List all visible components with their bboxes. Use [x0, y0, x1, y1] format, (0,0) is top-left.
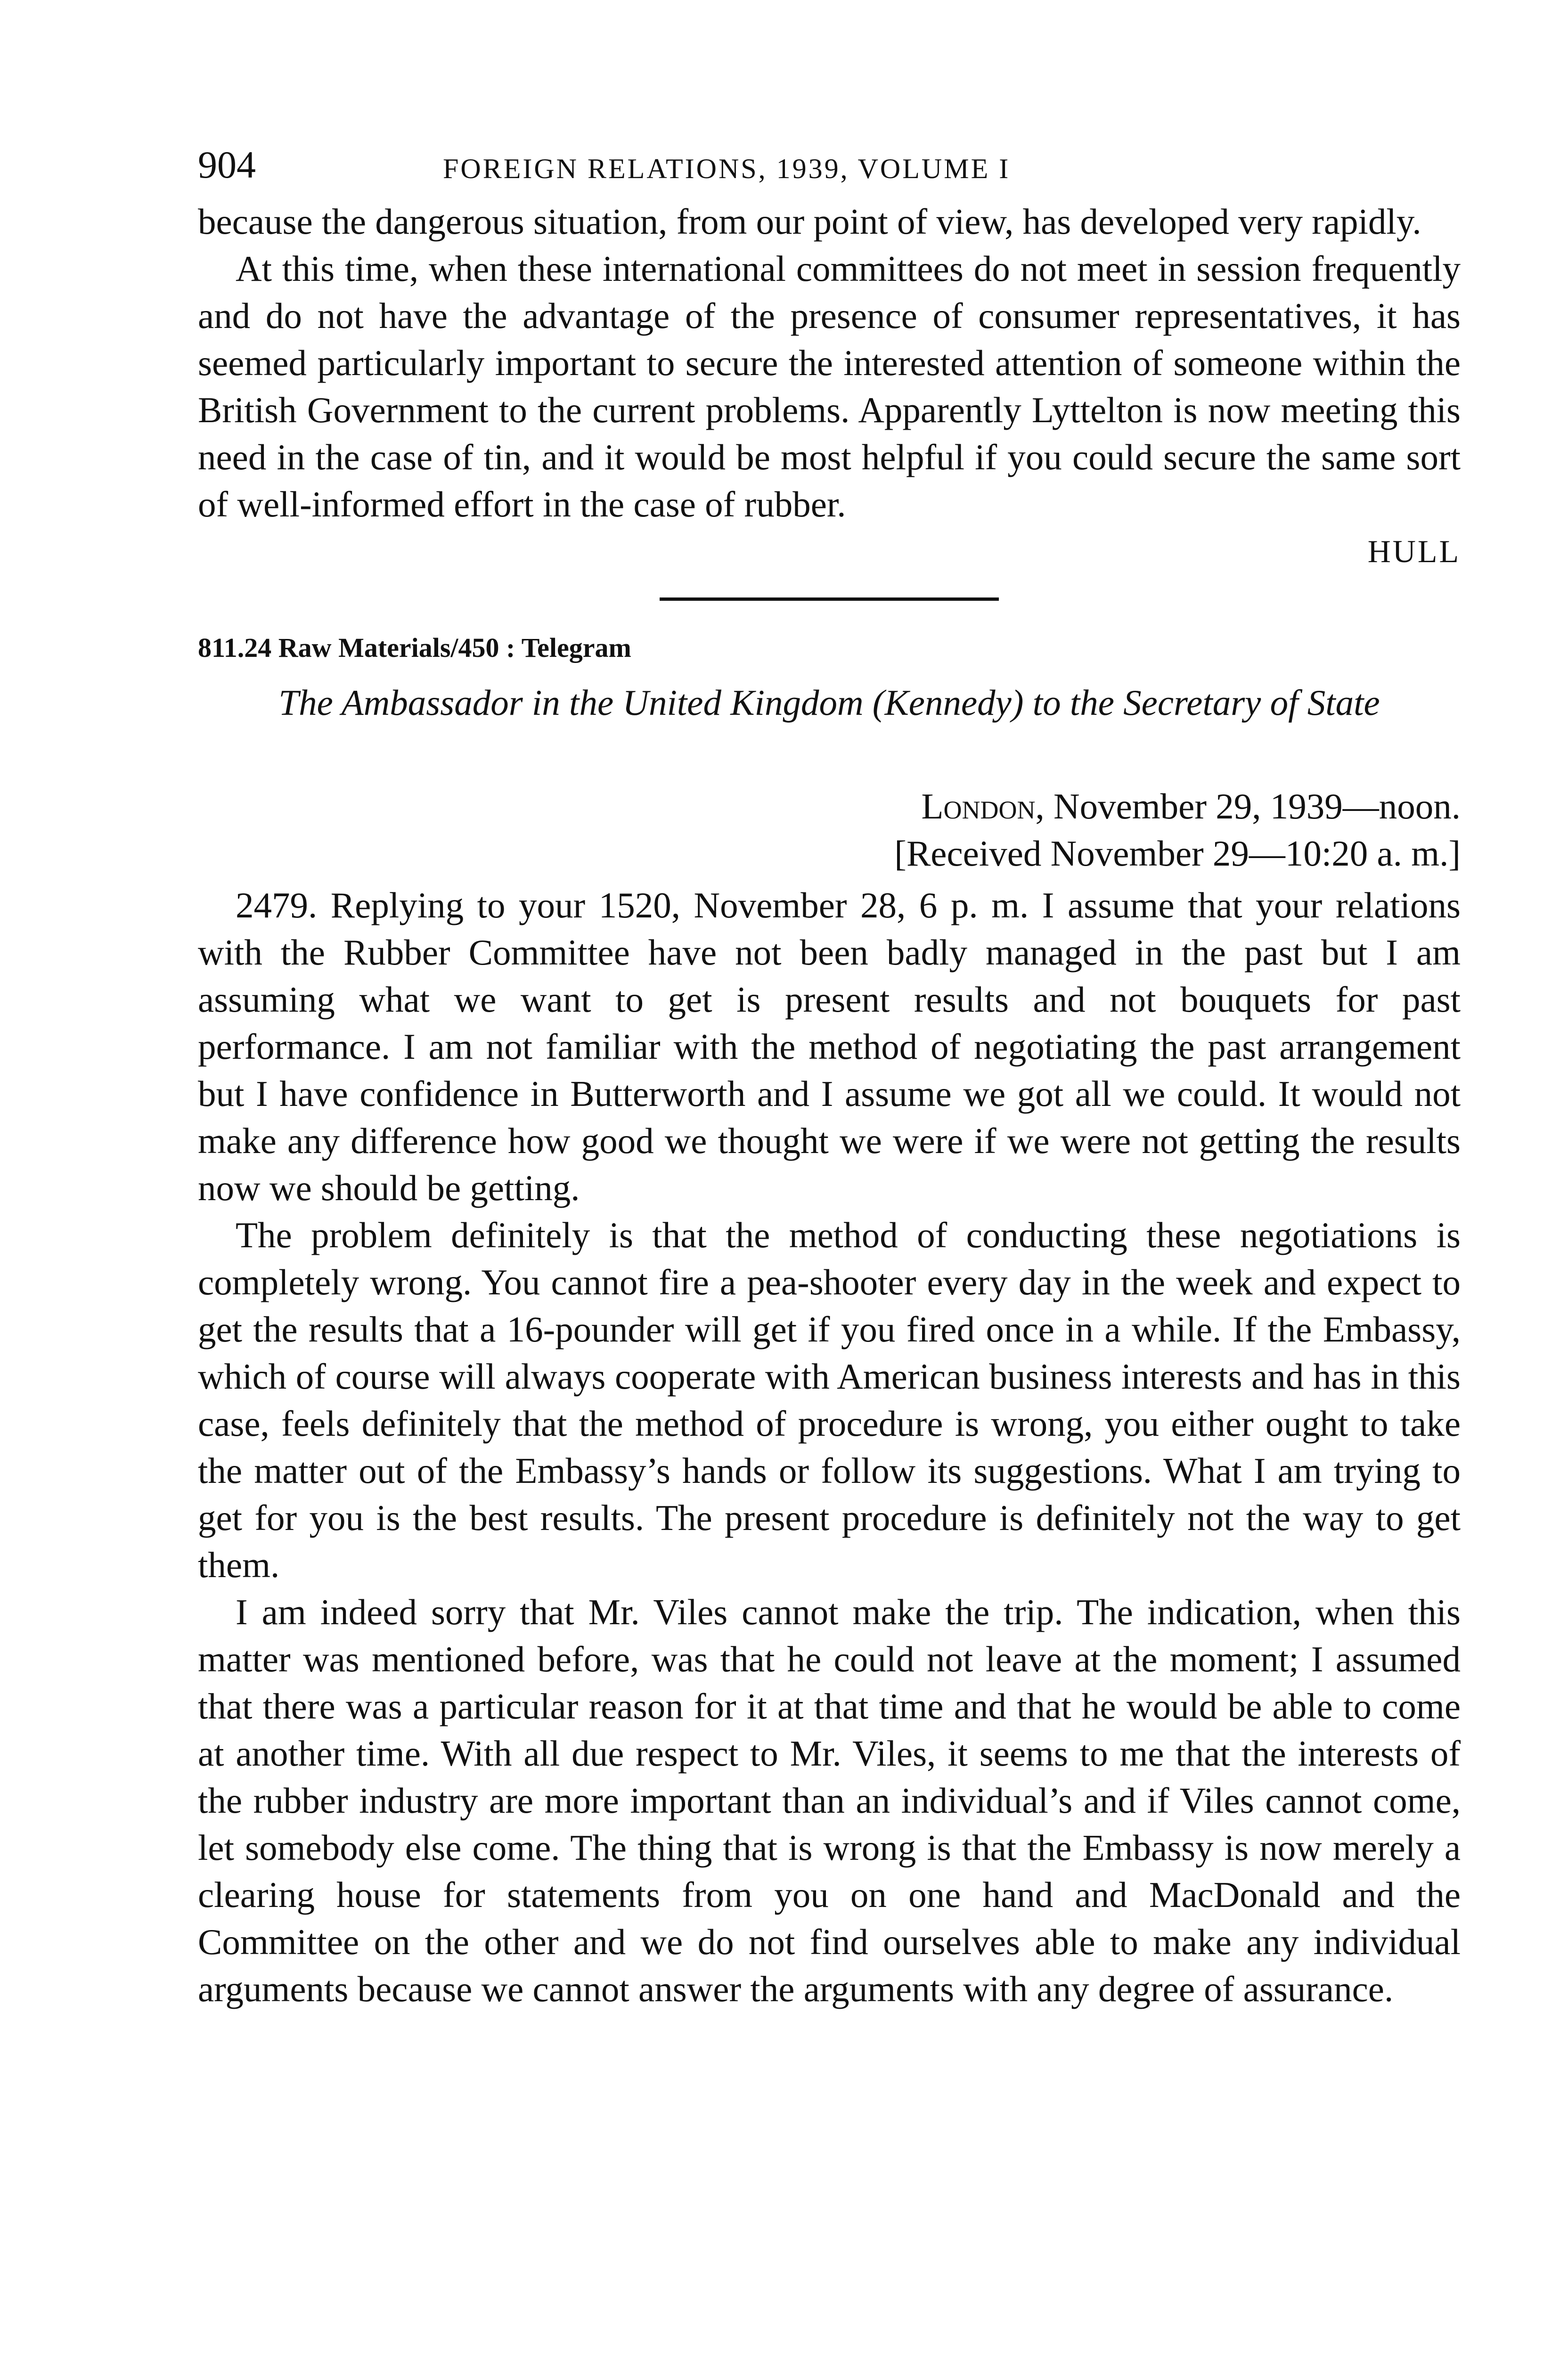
- running-header: [198, 141, 1461, 198]
- document-title: The Ambassador in the United Kingdom (Kennedy) to the Secretary of State: [278, 682, 1380, 723]
- paragraph: The problem definitely is that the method of conducting these negotiations is completely wrong. You cannot fire a pea-shooter every day in the week and expect to get the results that a 16-pounder will get if you fired once in a while. If the Embassy, which of course will always cooperate with American business interests and has in this case, feels definitely that the method of procedure is wrong, you either ought to take the matter out of the Embassy’s hands or follow its suggestions. What I am trying to get for you is the best results. The present procedure is definitely not the way to get them.: [198, 1215, 1461, 1585]
- dateline-place: London: [921, 786, 1036, 826]
- telegram-body: [198, 882, 1461, 2012]
- running-title: FOREIGN RELATIONS, 1939, VOLUME I: [443, 153, 1011, 184]
- paragraph: I am indeed sorry that Mr. Viles cannot make the trip. The indication, when this matter was mentioned before, was that he could not leave at the moment; I assumed that there was a particular reason for it at that time and that he would be able to come at another time. With all due respect to Mr. Viles, it seems to me that the interests of the rubber industry are more important than an individual’s and if Viles cannot come, let somebody else come. The thing that is wrong is that the Embassy is now merely a clearing house for statements from you on one hand and MacDonald and the Committee on the other and we do not find ourselves able to make any individual arguments because we cannot answer the arguments with any degree of assurance.: [198, 1592, 1461, 2009]
- signature: HULL: [1367, 533, 1461, 569]
- dateline: [198, 783, 1461, 830]
- file-reference: 811.24 Raw Materials/450 : Telegram: [198, 632, 631, 663]
- received-line: [Received November 29—10:20 a. m.]: [894, 833, 1461, 874]
- paragraph: At this time, when these international committees do not meet in session frequently and do not have the advantage of the presence of consumer representatives, it has seemed particularly important to secure the interested attention of someone within the British Government to the current problems. Apparently Lyttelton is now meeting this need in the case of tin, and it would be most helpful if you could secure the same sort of well-informed effort in the case of rubber.: [198, 248, 1461, 524]
- page-number: 904: [198, 143, 256, 186]
- previous-document-body: [198, 198, 1461, 528]
- paragraph: 2479. Replying to your 1520, November 28, 6 p. m. I assume that your relations with the Rubber Committee have not been badly managed in the past but I am assuming what we want to get is present results and not bouquets for past performance. I am not familiar with the method of negotiating the past arrangement but I have confidence in Butterworth and I assume we got all we could. It would not make any difference how good we thought we were if we were not getting the results now we should be getting.: [198, 885, 1461, 1208]
- section-divider: [660, 597, 999, 601]
- continued-paragraph: because the dangerous situation, from our point of view, has developed very rapidly.: [198, 201, 1421, 242]
- document-page: [198, 141, 1461, 2012]
- dateline-date: , November 29, 1939—noon.: [1035, 786, 1461, 826]
